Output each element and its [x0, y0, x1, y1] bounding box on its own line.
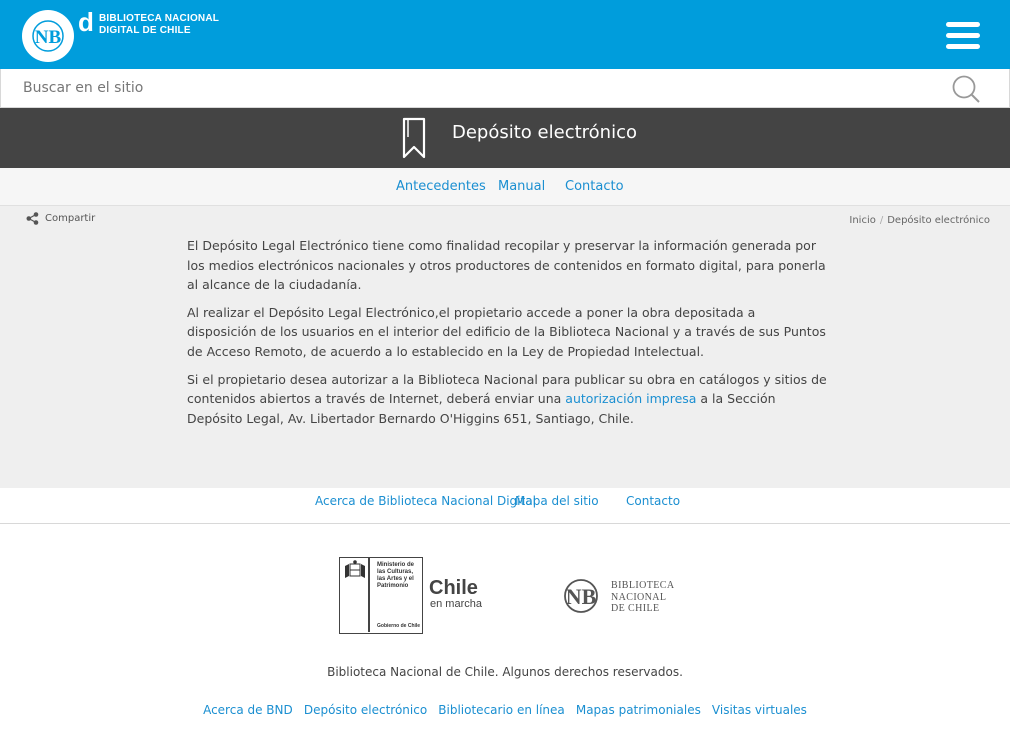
paragraph-2: Al realizar el Depósito Legal Electrónico,el propietario accede a poner la obra depositada a disposición de los usuarios en el interior del edificio de la Biblioteca Nacional y a través de sus Puntos de Acceso Remoto, de acuerdo a lo establecido en la Ley de Propiedad Intelectual.: [187, 304, 826, 359]
bottom-links: [0, 699, 1010, 718]
paragraph-1: El Depósito Legal Electrónico tiene como finalidad recopilar y preservar la información generada por los medios electrónicos nacionales y otros productores de contenidos en formato digital, para ponerla al alcance de la ciudadanía.: [187, 238, 826, 293]
paragraph-3-text-a: Si el propietario desea autorizar a la Biblioteca Nacional para publicar su obra en catálogos y sitios de contenidos abiertos a través de Internet, deberá enviar una: [187, 371, 827, 407]
gobierno-label: Gobierno de Chile: [377, 623, 421, 629]
bottom-link-acerca-bnd[interactable]: Acerca de BND: [203, 703, 293, 717]
ministry-line-1: Ministerio de: [377, 562, 415, 568]
coat-of-arms-icon: [343, 560, 367, 582]
footer-mapa-link[interactable]: Mapa del sitio: [515, 494, 599, 508]
bottom-link-mapas[interactable]: Mapas patrimoniales: [575, 703, 701, 717]
bnc-monogram-icon[interactable]: [557, 572, 605, 620]
footer-contacto-link[interactable]: Contacto: [626, 494, 681, 508]
ministry-line-4: Patrimonio: [377, 583, 409, 589]
search-input[interactable]: [10, 69, 940, 107]
logo-line-1: BIBLIOTECA NACIONAL: [99, 13, 220, 24]
svg-text:NB: NB: [565, 584, 597, 609]
bottom-link-bibliotecario[interactable]: Bibliotecario en línea: [438, 703, 565, 717]
ministry-line-3: las Artes y el: [377, 576, 414, 582]
breadcrumb-current: Depósito electrónico: [887, 215, 990, 226]
bnd-logo-icon[interactable]: [22, 10, 74, 62]
search-bar: [0, 69, 1010, 108]
logo-line-2: DIGITAL DE CHILE: [99, 25, 191, 36]
bookmark-icon: [400, 117, 428, 161]
chile-en-marcha-title: Chile: [429, 577, 478, 599]
bnc-line-1: BIBLIOTECA: [611, 580, 675, 591]
menu-icon-bar: [946, 33, 980, 38]
footer-acerca-link[interactable]: Acerca de Biblioteca Nacional Digital: [315, 494, 536, 508]
share-button[interactable]: [26, 212, 95, 225]
subnav-contacto-link[interactable]: Contacto: [565, 179, 624, 194]
menu-button[interactable]: [946, 22, 980, 50]
ministry-logo[interactable]: [339, 557, 423, 634]
chile-en-marcha-subtitle: en marcha: [430, 598, 482, 610]
search-icon[interactable]: [950, 73, 982, 105]
bnc-line-3: DE CHILE: [611, 603, 660, 614]
bnc-logo-text: [611, 580, 674, 615]
ministry-logo-stripe: [368, 558, 370, 632]
paragraph-3: [187, 370, 827, 429]
breadcrumb: [849, 215, 990, 226]
paragraph-3-text-b: a la Sección Depósito Legal, Av. Libertador Bernardo O'Higgins 651, Santiago, Chile.: [187, 391, 776, 426]
bnc-line-2: NACIONAL: [611, 591, 667, 603]
share-icon: [26, 212, 39, 225]
page-title: Depósito electrónico: [452, 122, 637, 143]
logo-text[interactable]: [99, 13, 219, 37]
subnav-manual-link[interactable]: Manual: [498, 179, 546, 194]
article-body: [187, 236, 827, 436]
breadcrumb-separator: /: [879, 215, 884, 226]
ministry-line-2: las Culturas,: [377, 569, 414, 575]
footer-nav: [0, 488, 1010, 524]
menu-icon-bar: [946, 44, 980, 49]
menu-icon-bar: [946, 22, 980, 27]
bottom-link-deposito[interactable]: Depósito electrónico: [303, 703, 428, 717]
bottom-link-visitas[interactable]: Visitas virtuales: [711, 703, 807, 717]
svg-text:NB: NB: [34, 27, 62, 48]
copyright-text: Biblioteca Nacional de Chile. Algunos derechos reservados.: [327, 665, 683, 679]
share-label: Compartir: [45, 213, 96, 224]
section-nav: [0, 168, 1010, 206]
breadcrumb-home-link[interactable]: Inicio: [849, 215, 876, 226]
logo-letter: d: [78, 7, 94, 37]
subnav-antecedentes-link[interactable]: Antecedentes: [396, 179, 486, 194]
autorizacion-impresa-link[interactable]: autorización impresa: [565, 391, 697, 407]
ministry-name: [377, 562, 414, 590]
